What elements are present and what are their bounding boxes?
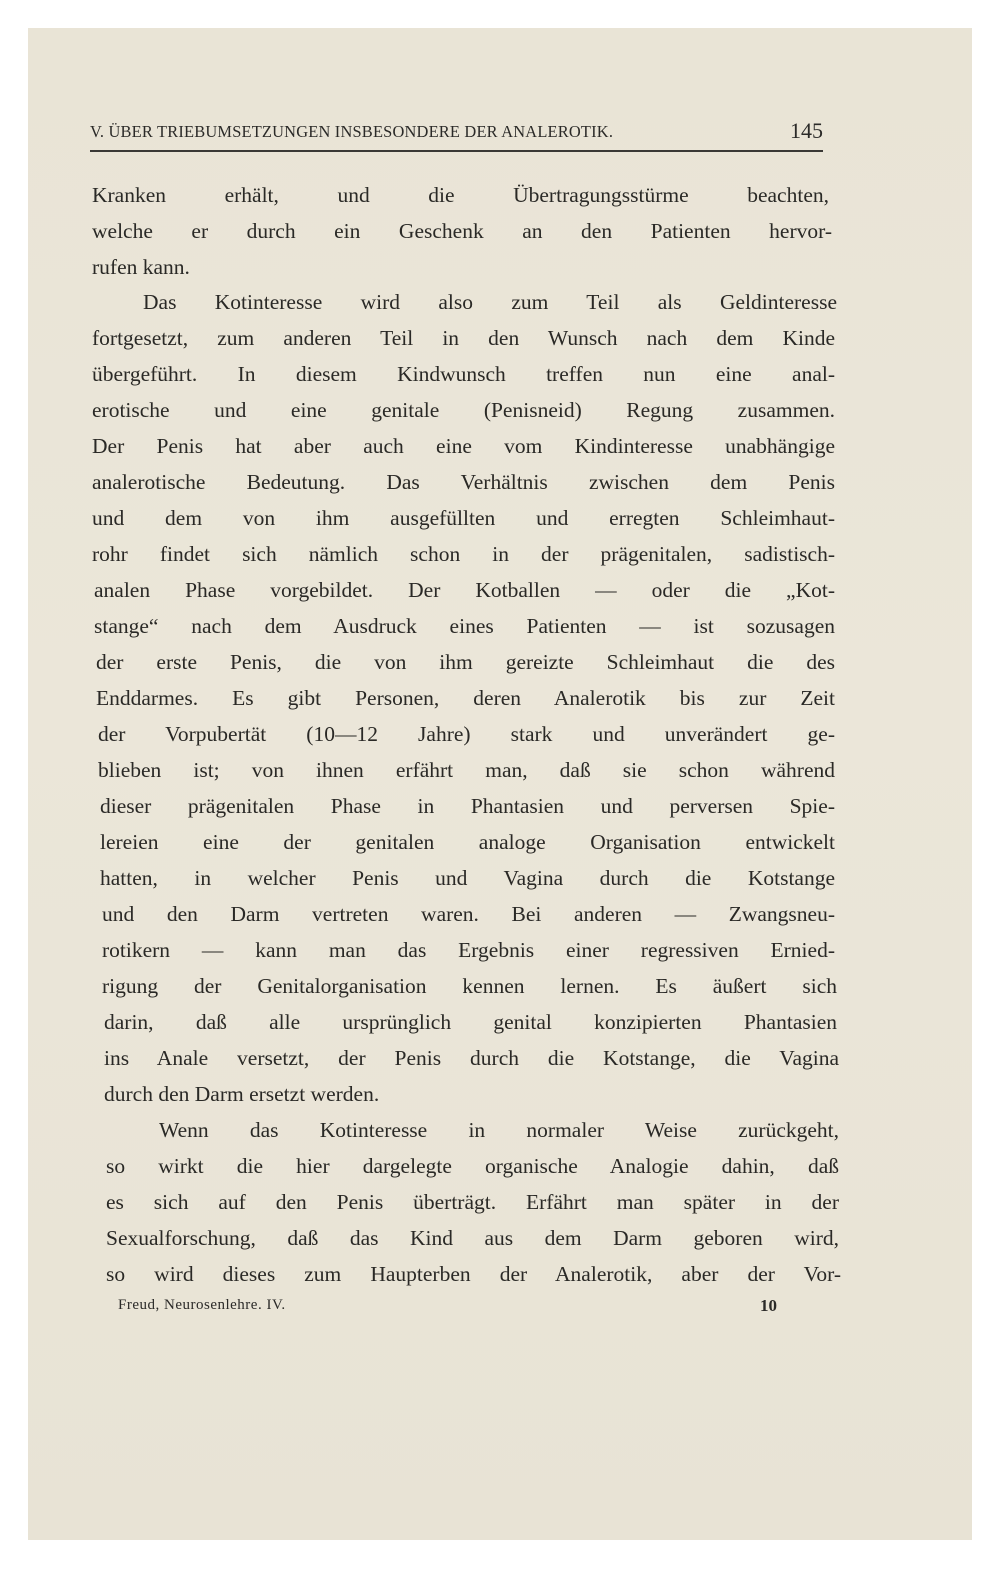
text-line: Enddarmes. Es gibt Personen, deren Analerotik bis zur Zeit xyxy=(96,686,835,710)
text-line: der Vorpubertät (10—12 Jahre) stark und unverändert ge- xyxy=(98,722,835,746)
text-line: und dem von ihm ausgefüllten und erregten Schleimhaut- xyxy=(92,506,835,530)
text-line: übergeführt. In diesem Kindwunsch treffen nun eine anal- xyxy=(92,362,835,386)
text-line: rigung der Genitalorganisation kennen lernen. Es äußert sich xyxy=(102,974,837,998)
text-line: und den Darm vertreten waren. Bei anderen — Zwangsneu- xyxy=(102,902,835,926)
text-line: darin, daß alle ursprünglich genital konzipierten Phantasien xyxy=(104,1010,837,1034)
text-line: es sich auf den Penis überträgt. Erfährt man später in der xyxy=(106,1190,839,1214)
text-line: Sexualforschung, daß das Kind aus dem Darm geboren wird, xyxy=(106,1226,839,1250)
text-line: Wenn das Kotinteresse in normaler Weise zurückgeht, xyxy=(159,1118,839,1142)
text-line: welche er durch ein Geschenk an den Patienten hervor- xyxy=(92,219,832,243)
text-line: fortgesetzt, zum anderen Teil in den Wunsch nach dem Kinde xyxy=(92,326,835,350)
signature-mark: Freud, Neurosenlehre. IV. xyxy=(118,1297,286,1313)
running-title: V. ÜBER TRIEBUMSETZUNGEN INSBESONDERE DER ANALEROTIK. xyxy=(90,122,614,141)
text-line: erotische und eine genitale (Penisneid) Regung zusammen. xyxy=(92,398,835,422)
text-line: Das Kotinteresse wird also zum Teil als Geldinteresse xyxy=(143,290,837,314)
header-rule xyxy=(90,150,823,152)
page-number: 145 xyxy=(790,118,823,143)
text-line: stange“ nach dem Ausdruck eines Patienten — ist sozusagen xyxy=(94,614,835,638)
running-header xyxy=(90,118,825,148)
text-line: so wird dieses zum Haupterben der Analerotik, aber der Vor- xyxy=(106,1262,841,1286)
text-line: analen Phase vorgebildet. Der Kotballen — oder die „Kot- xyxy=(94,578,835,602)
text-line: so wirkt die hier dargelegte organische Analogie dahin, daß xyxy=(106,1154,839,1178)
text-line: der erste Penis, die von ihm gereizte Schleimhaut die des xyxy=(96,650,835,674)
text-line: rotikern — kann man das Ergebnis einer regressiven Ernied- xyxy=(102,938,835,962)
text-line: lereien eine der genitalen analoge Organisation entwickelt xyxy=(100,830,835,854)
text-line: durch den Darm ersetzt werden. xyxy=(104,1082,380,1106)
text-line: rohr findet sich nämlich schon in der prägenitalen, sadistisch- xyxy=(92,542,835,566)
sheet-number: 10 xyxy=(760,1296,777,1315)
text-line: Der Penis hat aber auch eine vom Kindinteresse unabhängige xyxy=(92,434,835,458)
text-line: rufen kann. xyxy=(92,255,190,279)
text-line: Kranken erhält, und die Übertragungsstürme beachten, xyxy=(92,183,829,207)
text-line: analerotische Bedeutung. Das Verhältnis zwischen dem Penis xyxy=(92,470,835,494)
text-line: hatten, in welcher Penis und Vagina durch die Kotstange xyxy=(100,866,835,890)
text-line: blieben ist; von ihnen erfährt man, daß sie schon während xyxy=(98,758,835,782)
text-line: dieser prägenitalen Phase in Phantasien und perversen Spie- xyxy=(100,794,835,818)
text-line: ins Anale versetzt, der Penis durch die Kotstange, die Vagina xyxy=(104,1046,839,1070)
